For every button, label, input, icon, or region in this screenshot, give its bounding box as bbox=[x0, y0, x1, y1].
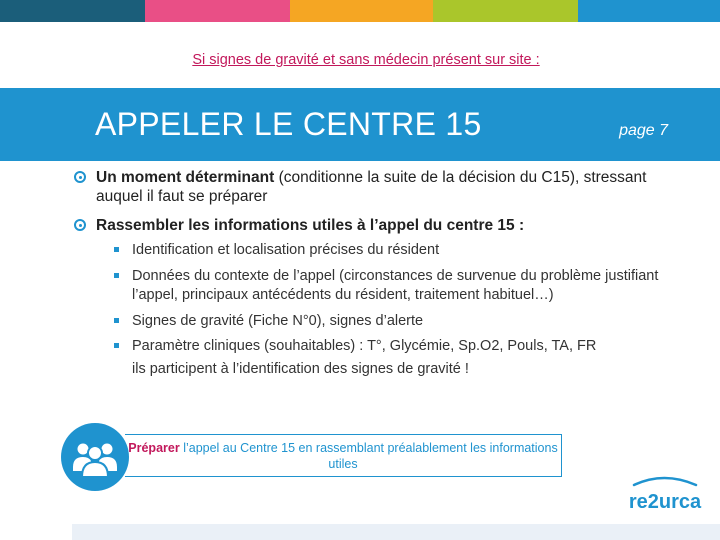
list-item: Données du contexte de l’appel (circonstances de survenue du problème justifiant l’appel, principaux antécédents du résident, traitement habituel…) bbox=[114, 267, 674, 305]
footer-bar bbox=[72, 524, 720, 540]
callout-text: l’appel au Centre 15 en rassemblant préalablement les informations utiles bbox=[179, 441, 558, 471]
strip-segment-pink bbox=[145, 0, 290, 22]
callout-emphasis: Préparer bbox=[128, 441, 180, 455]
page-number: page 7 bbox=[619, 122, 668, 139]
bullet-bold-text: Rassembler les informations utiles à l’appel du centre 15 : bbox=[96, 217, 525, 234]
square-bullet-icon bbox=[114, 318, 119, 323]
resurca-logo bbox=[624, 475, 706, 519]
warning-heading: Si signes de gravité et sans médecin présent sur site : bbox=[192, 52, 540, 68]
list-item: Identification et localisation précises du résident bbox=[114, 241, 674, 260]
target-bullet-icon bbox=[74, 219, 86, 231]
page-title: APPELER LE CENTRE 15 bbox=[95, 106, 482, 142]
group-people-icon bbox=[61, 423, 129, 491]
strip-segment-blue bbox=[578, 0, 720, 22]
bullet-bold-text: Un moment déterminant bbox=[96, 169, 275, 186]
strip-segment-orange bbox=[290, 0, 433, 22]
square-bullet-icon bbox=[114, 343, 119, 348]
bullet-rassembler bbox=[74, 216, 674, 235]
callout-box bbox=[125, 434, 562, 477]
note-text: ils participent à l’identification des signes de gravité ! bbox=[132, 361, 469, 377]
strip-segment-navy bbox=[0, 0, 145, 22]
top-color-strip bbox=[0, 0, 720, 22]
list-item: Signes de gravité (Fiche N°0), signes d’alerte bbox=[114, 312, 674, 331]
bullet-moment-determinant bbox=[74, 168, 674, 206]
title-banner bbox=[0, 88, 720, 161]
list-item: Paramètre cliniques (souhaitables) : T°, Glycémie, Sp.O2, Pouls, TA, FR bbox=[114, 337, 674, 356]
square-bullet-icon bbox=[114, 273, 119, 278]
target-bullet-icon bbox=[74, 171, 86, 183]
strip-segment-green bbox=[433, 0, 578, 22]
bullet-rest-text: (conditionne la suite de la décision du C15), stressant auquel il faut se préparer bbox=[96, 169, 647, 205]
logo-text: re2urca bbox=[628, 491, 702, 513]
square-bullet-icon bbox=[114, 247, 119, 252]
